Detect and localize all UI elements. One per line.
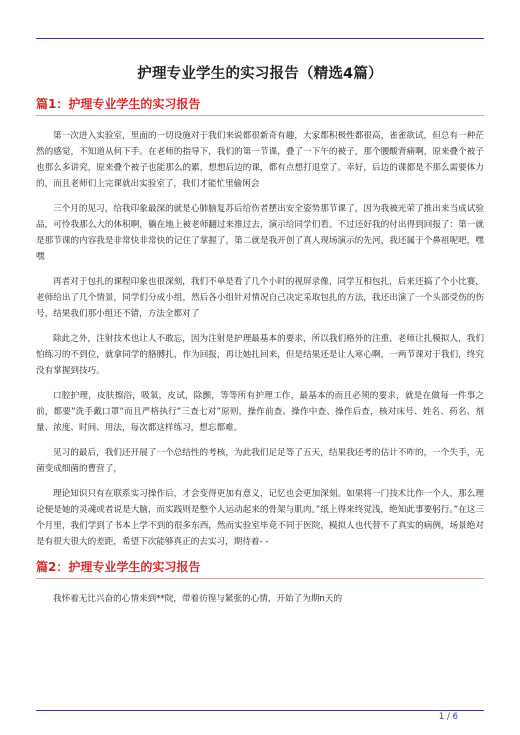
section-1-paragraph-2: 三个月的见习，给我印象最深的就是心肺脑复苏后给伤者摆出安全姿势那节课了，因为我被光荣了推出来当成试验品，可怜我那么大的体积啊，躺在地上被老师翻过来推过去，演示给同学们看。不过还好我的付出得到回报了：第一就是那节课的内容我是非常快非常快的记住了掌握了，第二就是我开创了真人现场演示的先河，我还属于个鼻祖呢吧，嘿嘿 [36,204,484,262]
document-title: 护理专业学生的实习报告（精选4篇） [137,66,383,82]
section-1-paragraph-5: 口腔护理，皮肤擦浴，吸氧，皮试，除颤，等等所有护理工作，最基本的而且必须的要求，就是在做每一件事之前，都要”洗手戴口罩”而且严格执行”三查七对”原则，操作前查、操作中查、操作后查，核对床号、姓名、药名、剂量、浓度、时间、用法，每次都这样练习，想忘都难。 [36,391,484,433]
document-page [36,62,484,616]
footer-rule [36,710,484,711]
header-rule [36,38,484,39]
section-1-paragraph-6: 见习的最后，我们还开展了一个总结性的考核，为此我们足足等了五天，结果我还考的估计不咋的，一个失手，无菌变成细菌的曹营了， [36,448,484,474]
section-2-paragraph-1: 我怀着无比兴奋的心情来到**院，带着彷徨与紧张的心情，开始了为期n天的 [53,594,343,604]
section-1-paragraph-7: 理论知识只有在联系实习操作后，才会变得更加有意义，记忆也会更加深刻。如果将一门技术比作一个人，那么理论便是她的灵魂或者说是大脑，而实践则是整个人运动起来的骨架与肌肉。”纸上得来终觉浅，绝知此事要躬行。”在这三个月里，我们学到了书本上学不到的很多东西，然而实验室毕竟不同于医院，模拟人也代替不了真实的病例，场景绝对是有很大很大的差距，希望下次能够真正的去实习，期待着- - [36,489,484,547]
section-1-paragraph-4: 除此之外，注射技术也让人不敢忘，因为注射是护理最基本的要求，所以我们格外的注重，老师让扎模拟人，我们怕练习的不到位，就拿同学的胳膊扎，作为回报，再让她扎回来，但是结果还是让人寒心啊，一两节课对于我们，终究没有掌握到技巧。 [36,334,484,376]
section-1-heading: 篇1：护理专业学生的实习报告 [36,95,484,116]
section-1-paragraph-3: 再者对于包扎的课程印象也很深刻，我们不单是看了几个小时的视屏录像，同学互相包扎，后来还搞了个小比赛，老师给出了几个情景，同学们分成小组，然后各小组针对情况自己决定采取包扎的方法，我还出演了一个头部受伤的伤号，结果我们那小组还不错，方法全都对了 [36,277,484,319]
page-number: 1 / 6 [438,712,458,722]
section-2-heading: 篇2：护理专业学生的实习报告 [36,558,484,579]
section-1-paragraph-1: 第一次进入实验室，里面的一切设施对于我们来说都很新奇有趣，大家都积极性都很高，雀雀欲试，但总有一种茫然的感觉，不知道从何下手。在老师的指导下，我们的第一节课，叠了一下午的被子，那个腰酸背痛啊，原来叠个被子也那么多讲究，原来叠个被子也能那么的累，想想后边的课，都有点想打退堂了。幸好，后边的课都是不那么需要体力的，而且老师们上完课就出实验室了，我们才能忙里偷闲会 [36,131,484,189]
